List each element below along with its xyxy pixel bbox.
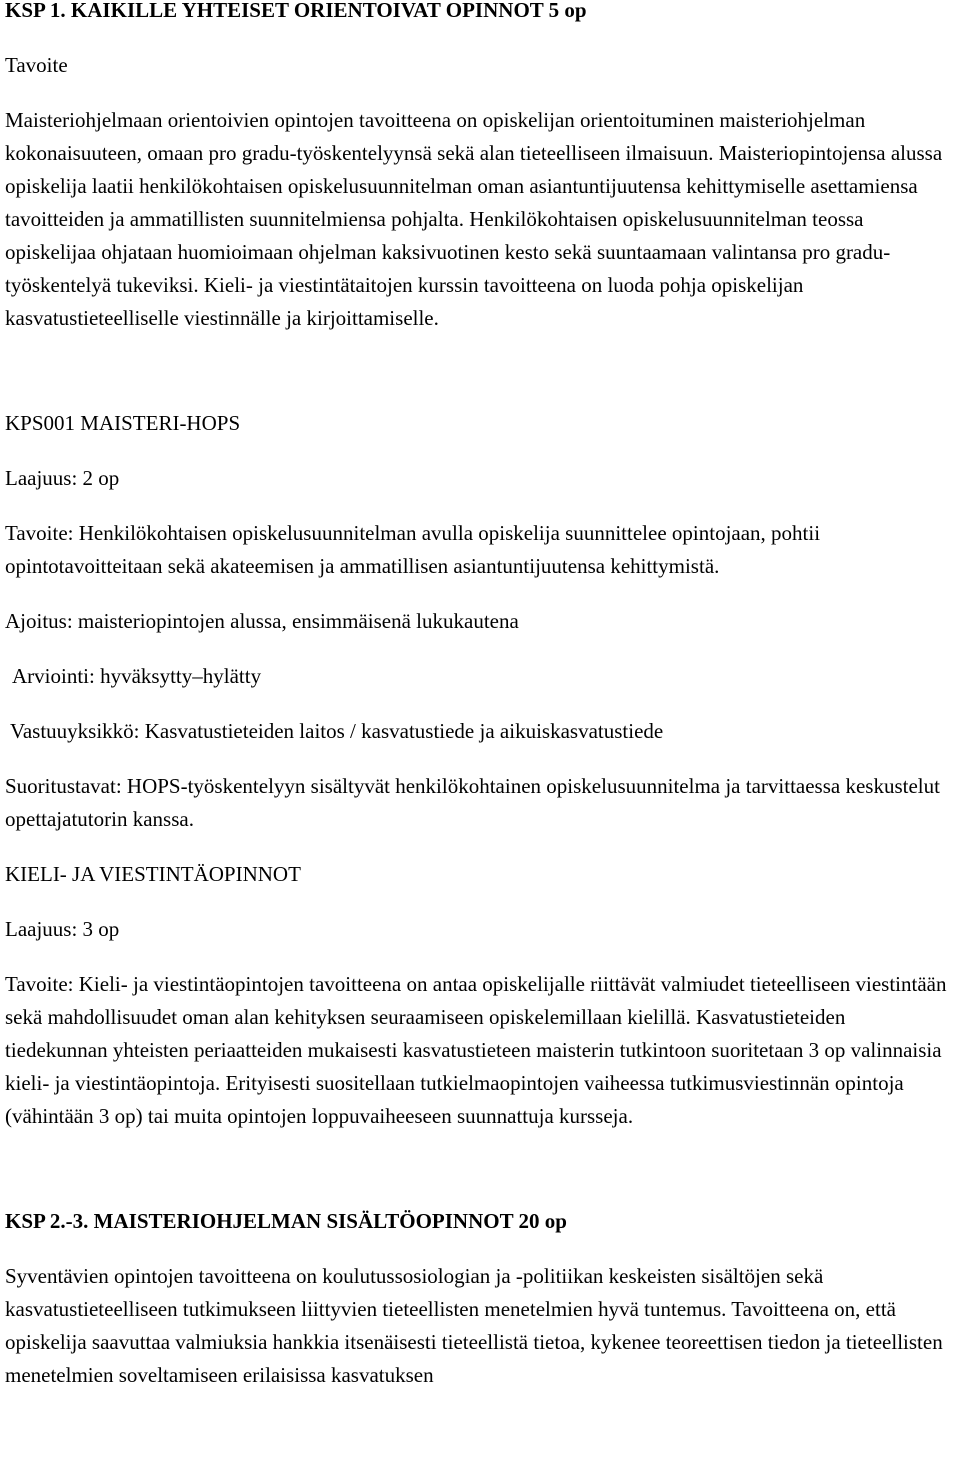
ksp23-paragraph: Syventävien opintojen tavoitteena on koulutussosiologian ja -politiikan keskeisten sisältöjen sekä kasvatustieteelliseen tutkimukseen liittyvien tieteellisten menetelmien hyvä tuntemus. Tavoitteena on, että opiskelija saavuttaa valmiuksia hankkia itsenäisesti tieteellistä tietoa, kykenee teoreettisen tiedon ja tieteellisten menetelmien soveltamiseen erilaisissa kasvatuksen	[5, 1264, 943, 1387]
kps001-ajoitus: Ajoitus: maisteriopintojen alussa, ensimmäisenä lukukautena	[5, 609, 519, 633]
kps001-vastuuyksikko: Vastuuyksikkö: Kasvatustieteiden laitos / kasvatustiede ja aikuiskasvatustiede	[10, 719, 664, 743]
ksp23-heading: KSP 2.-3. MAISTERIOHJELMAN SISÄLTÖOPINNOT 20 op	[5, 1209, 567, 1233]
kieli-heading: KIELI- JA VIESTINTÄOPINNOT	[5, 862, 301, 886]
kps001-laajuus: Laajuus: 2 op	[5, 466, 120, 490]
kps001-arviointi: Arviointi: hyväksytty–hylätty	[12, 664, 262, 688]
ksp1-paragraph: Maisteriohjelmaan orientoivien opintojen tavoitteena on opiskelijan orientoituminen maisteriohjelman kokonaisuuteen, omaan pro gradu-työskentelyynsä sekä alan tieteelliseen ilmaisuun. Maisteriopintojensa alussa opiskelija laatii henkilökohtaisen opiskelusuunnitelman oman asiantuntijuutensa kehittymiselle asettamiensa tavoitteiden ja ammatillisten suunnitelmiensa pohjalta. Henkilökohtaisen opiskelusuunnitelman teossa opiskelijaa ohjataan huomioimaan ohjelman kaksivuotinen kesto sekä suuntaamaan valintansa pro gradu-työskentelyä tukeviksi. Kieli- ja viestintätaitojen kurssin tavoitteena on luoda pohja opiskelijan kasvatustieteelliselle viestinnälle ja kirjoittamiselle.	[5, 108, 943, 330]
kieli-tavoite: Tavoite: Kieli- ja viestintäopintojen tavoitteena on antaa opiskelijalle riittävät valmiudet tieteelliseen viestintään sekä mahdollisuudet oman alan kehityksen seuraamiseen opiskelemillaan kielillä. Kasvatustieteiden tiedekunnan yhteisten periaatteiden mukaisesti kasvatustieteen maisterin tutkintoon suoritetaan 3 op valinnaisia kieli- ja viestintäopintoja. Erityisesti suositellaan tutkielmaopintojen vaiheessa tutkimusviestinnän opintoja (vähintään 3 op) tai muita opintojen loppuvaiheeseen suunnattuja kursseja.	[5, 972, 947, 1128]
kieli-laajuus: Laajuus: 3 op	[5, 917, 120, 941]
ksp1-heading: KSP 1. KAIKILLE YHTEISET ORIENTOIVAT OPINNOT 5 op	[5, 0, 587, 22]
ksp1-tavoite-label: Tavoite	[5, 53, 68, 77]
kps001-heading: KPS001 MAISTERI-HOPS	[5, 411, 241, 435]
kps001-tavoite: Tavoite: Henkilökohtaisen opiskelusuunnitelman avulla opiskelija suunnittelee opintojaan, pohtii opintotavoitteitaan sekä akateemisen ja ammatillisen asiantuntijuutensa kehittymistä.	[5, 521, 821, 578]
kps001-suoritustavat: Suoritustavat: HOPS-työskentelyyn sisältyvät henkilökohtainen opiskelusuunnitelma ja tarvittaessa keskustelut opettajatutorin kanssa.	[5, 774, 940, 831]
